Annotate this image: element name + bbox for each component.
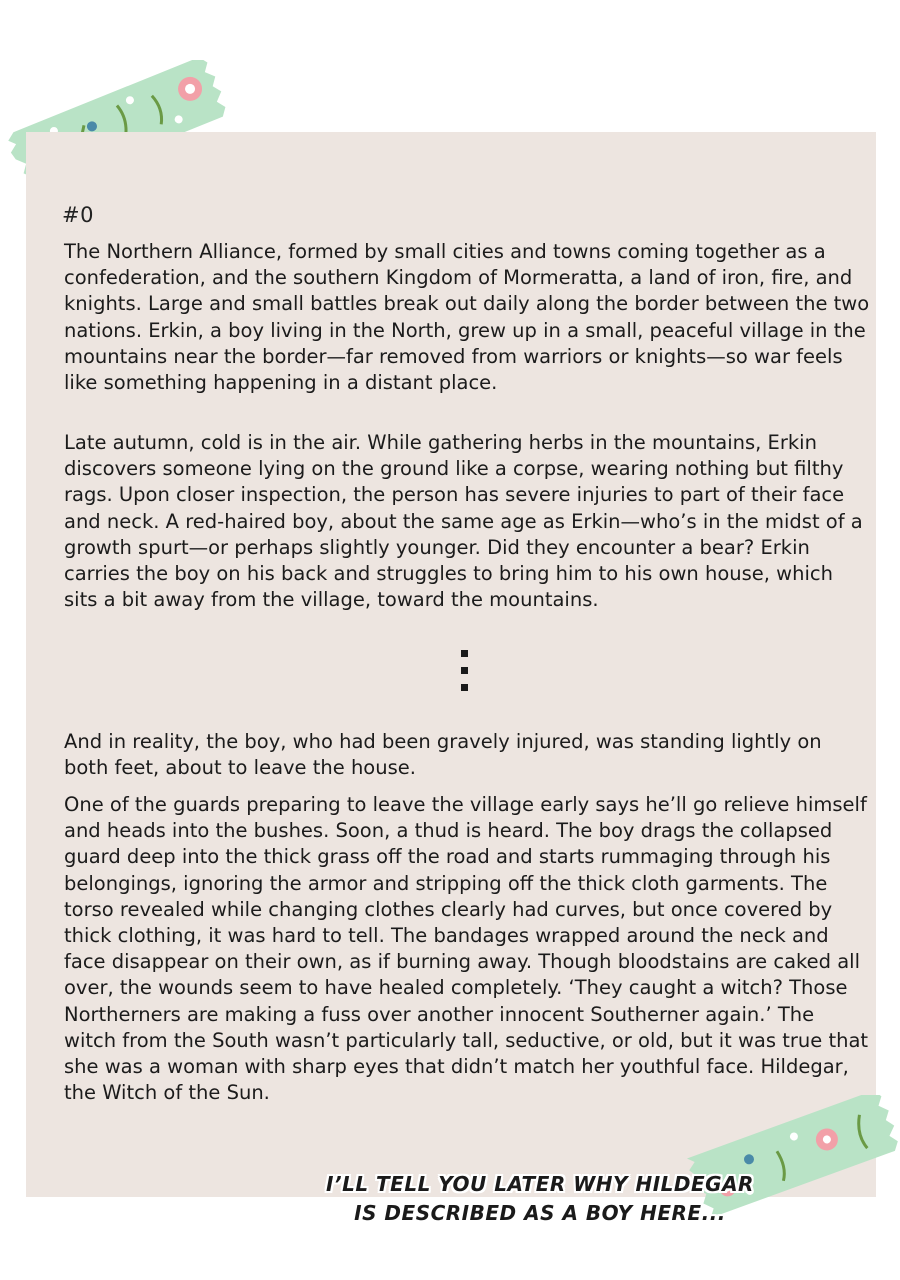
chapter-heading: #0 [62,203,94,227]
story-paragraph: The Northern Alliance, formed by small cities and towns coming together as a confederation, and the southern Kingdom of Mormeratta, a land of iron, fire, and knights. Large and small battles break out daily along the border between the two nations. Erkin, a boy living in the North, grew up in a small, peaceful village in the mountains near the border—far removed from warriors or knights—so war feels like something happening in a distant place. [64,240,870,395]
author-note-caption [320,1170,760,1228]
author-note-line-2: IS DESCRIBED AS A BOY HERE... [354,1201,726,1225]
story-paragraph: Late autumn, cold is in the air. While gathering herbs in the mountains, Erkin discovers someone lying on the ground like a corpse, wearing nothing but filthy rags. Upon closer inspection, the person has severe injuries to part of their face and neck. A red-haired boy, about the same age as Erkin—who’s in the midst of a growth spurt—or perhaps slightly younger. Did they encounter a bear? Erkin carries the boy on his back and struggles to bring him to his own house, which sits a bit away from the village, toward the mountains. [64,431,863,612]
story-paragraph: One of the guards preparing to leave the village early says he’ll go relieve himself and heads into the bushes. Soon, a thud is heard. The boy drags the collapsed guard deep into the thick grass off the road and starts rummaging through his belongings, ignoring the armor and stripping off the thick cloth garments. The torso revealed while changing clothes clearly had curves, but once covered by thick clothing, it was hard to tell. The bandages wrapped around the neck and face disappear on their own, as if burning away. Though bloodstains are caked all over, the wounds seem to have healed completely. ‘They caught a witch? Those Northerners are making a fuss over another innocent Southerner again.’ The witch from the South wasn’t particularly tall, seductive, or old, but it was true that she was a woman with sharp eyes that didn’t match her youthful face. Hildegar, the Witch of the Sun. [64,793,869,1105]
story-paragraph: And in reality, the boy, who had been gravely injured, was standing lightly on both feet, about to leave the house. [64,730,822,780]
vertical-ellipsis-divider [461,650,469,690]
author-note-line-1: I’LL TELL YOU LATER WHY HILDEGAR [326,1172,754,1196]
